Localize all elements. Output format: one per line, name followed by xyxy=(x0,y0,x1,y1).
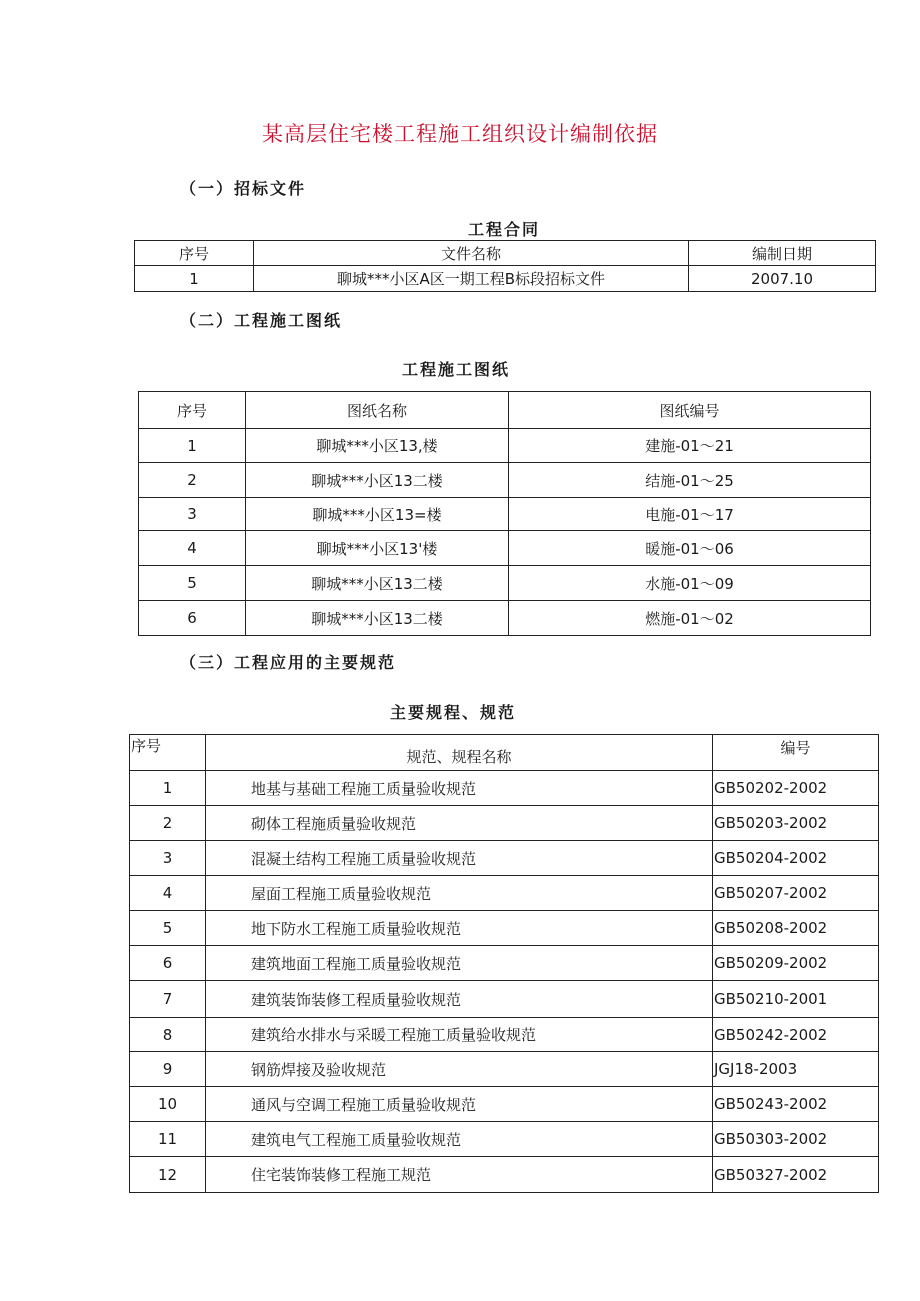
header-no: 序号 xyxy=(135,241,254,266)
row-no: 6 xyxy=(139,601,246,636)
standards-table xyxy=(129,734,879,1193)
row-no: 4 xyxy=(130,876,206,911)
header-name: 文件名称 xyxy=(254,241,689,266)
row-no: 3 xyxy=(139,498,246,531)
row-name: 建筑地面工程施工质量验收规范 xyxy=(206,946,713,981)
row-name: 屋面工程施工质量验收规范 xyxy=(206,876,713,911)
row-date: 2007.10 xyxy=(689,266,876,292)
row-name: 建筑装饰装修工程质量验收规范 xyxy=(206,981,713,1018)
table-header-row xyxy=(139,392,871,429)
row-name: 建筑电气工程施工质量验收规范 xyxy=(206,1122,713,1157)
row-name: 砌体工程施质量验收规范 xyxy=(206,806,713,841)
header-no: 序号 xyxy=(130,735,206,771)
table-header-row xyxy=(130,735,879,771)
table-row xyxy=(139,429,871,463)
section-2-heading: （二）工程施工图纸 xyxy=(180,311,343,330)
section-1-caption: 工程合同 xyxy=(467,220,540,239)
row-no: 9 xyxy=(130,1052,206,1087)
row-name: 地基与基础工程施工质量验收规范 xyxy=(206,771,713,806)
table-row xyxy=(139,531,871,566)
row-no: 1 xyxy=(135,266,254,292)
table-row xyxy=(139,498,871,531)
row-no: 1 xyxy=(130,771,206,806)
drawings-table xyxy=(138,391,871,636)
row-code: GB50208-2002 xyxy=(713,911,879,946)
row-code: GB50210-2001 xyxy=(713,981,879,1018)
row-code: 结施-01～25 xyxy=(509,463,871,498)
table-row xyxy=(130,1052,879,1087)
table-row xyxy=(130,946,879,981)
section-3-caption: 主要规程、规范 xyxy=(389,703,516,722)
header-code: 编号 xyxy=(713,735,879,771)
document-title: 某高层住宅楼工程施工组织设计编制依据 xyxy=(262,122,658,146)
row-name: 聊城***小区13二楼 xyxy=(246,601,509,636)
row-code: GB50203-2002 xyxy=(713,806,879,841)
header-date: 编制日期 xyxy=(689,241,876,266)
row-code: GB50327-2002 xyxy=(713,1157,879,1193)
table-row xyxy=(139,463,871,498)
row-name: 钢筋焊接及验收规范 xyxy=(206,1052,713,1087)
row-no: 2 xyxy=(139,463,246,498)
row-code: GB50303-2002 xyxy=(713,1122,879,1157)
table-row xyxy=(130,876,879,911)
row-name: 住宅装饰装修工程施工规范 xyxy=(206,1157,713,1193)
table-row xyxy=(130,981,879,1018)
row-no: 5 xyxy=(130,911,206,946)
row-name: 聊城***小区13=楼 xyxy=(246,498,509,531)
row-name: 建筑给水排水与采暖工程施工质量验收规范 xyxy=(206,1018,713,1052)
table-row xyxy=(130,806,879,841)
table-header-row xyxy=(135,241,876,266)
row-no: 8 xyxy=(130,1018,206,1052)
table-row xyxy=(130,1018,879,1052)
row-code: GB50242-2002 xyxy=(713,1018,879,1052)
row-name: 聊城***小区13二楼 xyxy=(246,566,509,601)
table-row xyxy=(130,771,879,806)
row-code: GB50202-2002 xyxy=(713,771,879,806)
table-row xyxy=(139,601,871,636)
header-name: 图纸名称 xyxy=(246,392,509,429)
table-row xyxy=(139,566,871,601)
row-no: 4 xyxy=(139,531,246,566)
table-row xyxy=(135,266,876,292)
row-code: GB50207-2002 xyxy=(713,876,879,911)
row-code: 燃施-01～02 xyxy=(509,601,871,636)
row-code: 水施-01～09 xyxy=(509,566,871,601)
section-2-caption: 工程施工图纸 xyxy=(401,360,510,379)
row-no: 5 xyxy=(139,566,246,601)
bid-documents-table xyxy=(134,240,876,292)
row-no: 12 xyxy=(130,1157,206,1193)
table-row xyxy=(130,841,879,876)
row-no: 1 xyxy=(139,429,246,463)
row-code: 电施-01～17 xyxy=(509,498,871,531)
table-row xyxy=(130,1157,879,1193)
row-code: 建施-01～21 xyxy=(509,429,871,463)
row-name: 聊城***小区A区一期工程B标段招标文件 xyxy=(254,266,689,292)
section-1-heading: （一）招标文件 xyxy=(180,179,307,198)
row-no: 2 xyxy=(130,806,206,841)
row-code: GB50204-2002 xyxy=(713,841,879,876)
row-no: 7 xyxy=(130,981,206,1018)
row-no: 10 xyxy=(130,1087,206,1122)
table-row xyxy=(130,911,879,946)
header-name: 规范、规程名称 xyxy=(206,735,713,771)
row-name: 混凝土结构工程施工质量验收规范 xyxy=(206,841,713,876)
row-code: 暖施-01～06 xyxy=(509,531,871,566)
row-no: 6 xyxy=(130,946,206,981)
row-name: 聊城***小区13二楼 xyxy=(246,463,509,498)
row-no: 11 xyxy=(130,1122,206,1157)
table-row xyxy=(130,1122,879,1157)
header-no: 序号 xyxy=(139,392,246,429)
header-code: 图纸编号 xyxy=(509,392,871,429)
section-3-heading: （三）工程应用的主要规范 xyxy=(180,653,397,672)
table-row xyxy=(130,1087,879,1122)
row-name: 聊城***小区13,楼 xyxy=(246,429,509,463)
row-name: 通风与空调工程施工质量验收规范 xyxy=(206,1087,713,1122)
row-name: 聊城***小区13'楼 xyxy=(246,531,509,566)
row-code: GB50209-2002 xyxy=(713,946,879,981)
row-no: 3 xyxy=(130,841,206,876)
row-name: 地下防水工程施工质量验收规范 xyxy=(206,911,713,946)
row-code: JGJ18-2003 xyxy=(713,1052,879,1087)
row-code: GB50243-2002 xyxy=(713,1087,879,1122)
